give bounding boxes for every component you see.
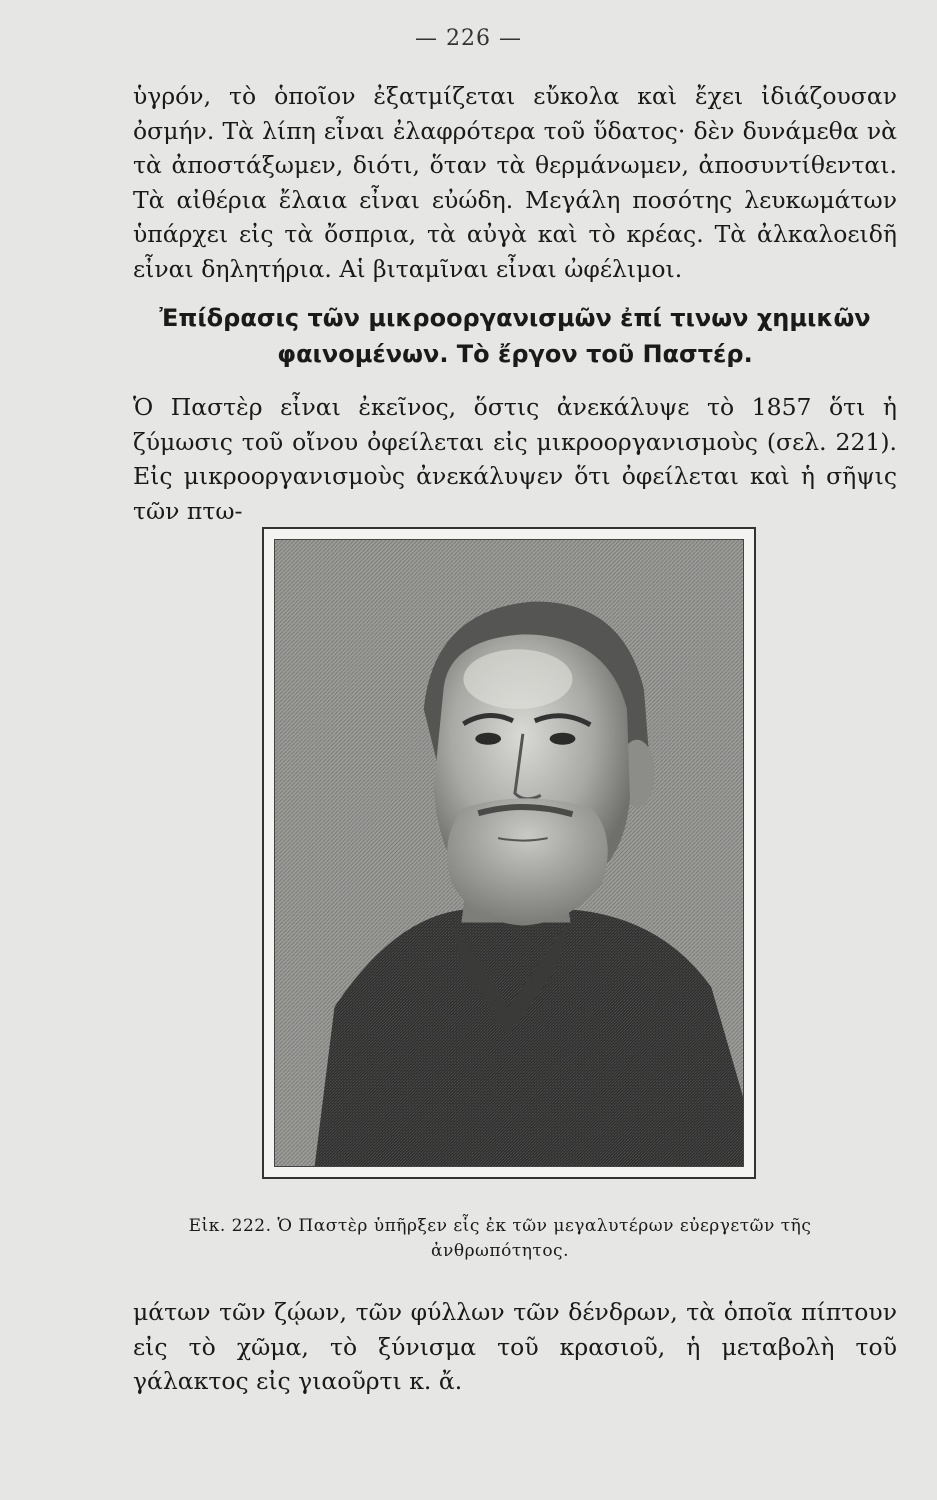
portrait-figure <box>262 527 756 1179</box>
paragraph-lipids: ὑγρόν, τὸ ὁποῖον ἐξατμίζεται εὔκολα καὶ ἔχει ἰδιάζουσαν ὀσμήν. Τὰ λίπη εἶναι ἐλαφρότερα τοῦ ὕδατος· δὲν δυνάμεθα νὰ τὰ ἀποστάξωμεν, διότι, ὅταν τὰ θερμάνωμεν, ἀποσυντίθενται. Τὰ αἰθέρια ἔλαια εἶναι εὐώδη. Μεγάλη ποσότης λευκωμάτων ὑπάρχει εἰς τὰ ὄσπρια, τὰ αὐγὰ καὶ τὸ κρέας. Τὰ ἀλκαλοειδῆ εἶναι δηλητήρια. Αἱ βιταμῖναι εἶναι ὠφέλιμοι. <box>133 82 897 283</box>
section-heading: Ἐπίδρασις τῶν μικροοργανισμῶν ἐπί τινων χημικῶν φαινομένων. Τὸ ἔργον τοῦ Παστέρ. <box>159 304 871 368</box>
figure-caption: Εἰκ. 222. Ὁ Παστὲρ ὑπῆρξεν εἷς ἐκ τῶν μεγαλυτέρων εὐεργετῶν τῆς ἀνθρωπότητος. <box>188 1216 812 1261</box>
page-number: — 226 — <box>415 26 522 51</box>
portrait-engraving <box>274 539 744 1167</box>
paragraph-decomposition: μάτων τῶν ζῴων, τῶν φύλλων τῶν δένδρων, τὰ ὁποῖα πίπτουν εἰς τὸ χῶμα, τὸ ξύνισμα τοῦ κρασιοῦ, ἡ μεταβολὴ τοῦ γάλακτος εἰς γιαοῦρτι κ. ἄ. <box>133 1298 897 1395</box>
paragraph-pasteur: Ὁ Παστὲρ εἶναι ἐκεῖνος, ὅστις ἀνεκάλυψε τὸ 1857 ὅτι ἡ ζύμωσις τοῦ οἴνου ὀφείλεται εἰς μικροοργανισμοὺς (σελ. 221). Εἰς μικροοργανισμοὺς ἀνεκάλυψεν ὅτι ὀφείλεται καὶ ἡ σῆψις τῶν πτω- <box>133 393 897 525</box>
